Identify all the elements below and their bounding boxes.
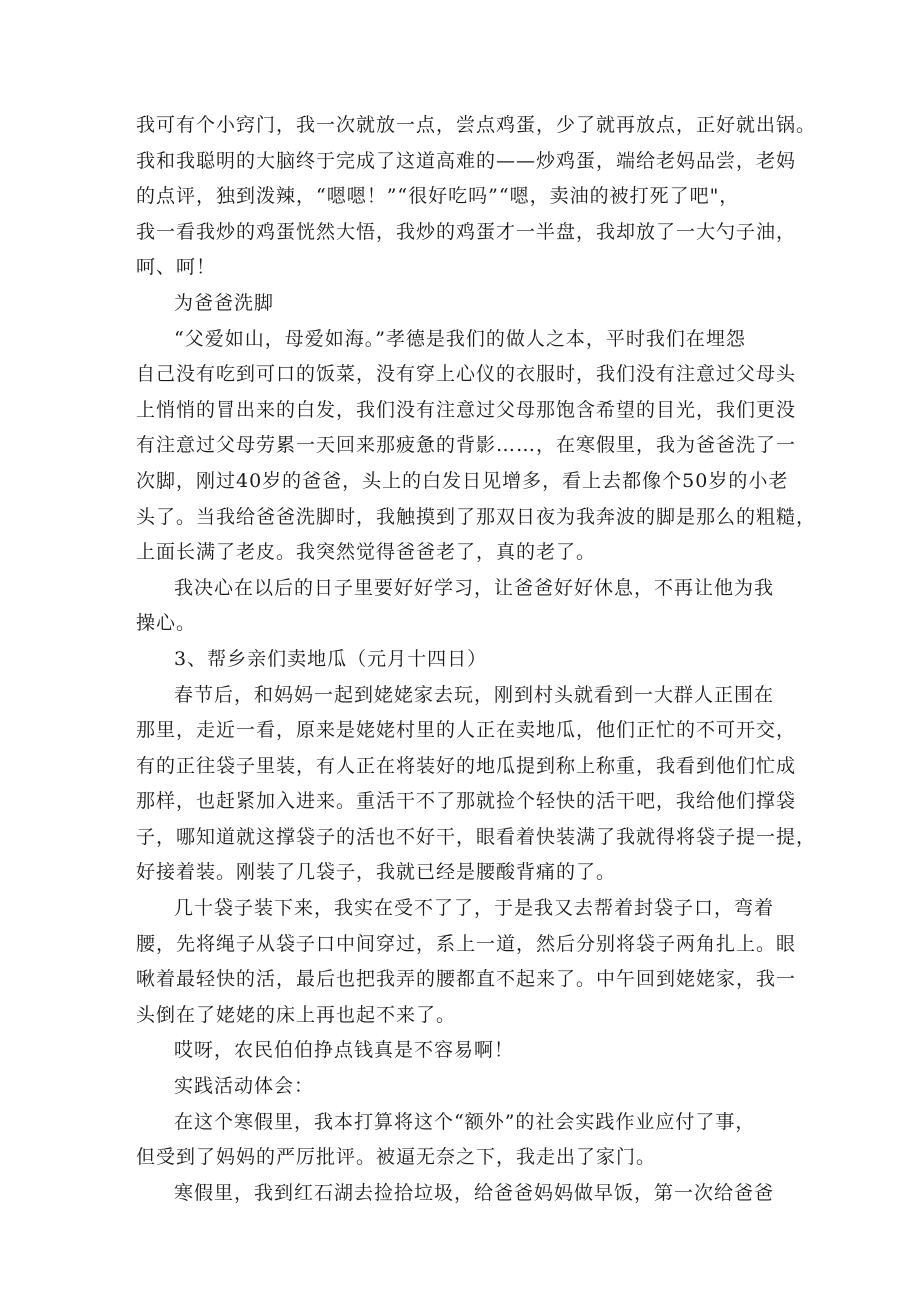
text-line: 呵、呵！	[136, 256, 217, 279]
text-line: “父爱如山，母爱如海。”孝德是我们的做人之本，平时我们在埋怨	[174, 327, 746, 350]
text-line: 春节后，和妈妈一起到姥姥家去玩，刚到村头就看到一大群人正围在	[174, 683, 775, 706]
text-line: 子，哪知道就这撑袋子的活也不好干，眼看着快装满了我就得将袋子提一提，	[136, 825, 817, 848]
text-line: 哎呀，农民伯伯挣点钱真是不容易啊！	[174, 1039, 515, 1062]
text-line: 几十袋子装下来，我实在受不了了，于是我又去帮着封袋子口，弯着	[174, 897, 775, 920]
text-line: 上面长满了老皮。我突然觉得爸爸老了，真的老了。	[136, 541, 597, 564]
section-heading: 为爸爸洗脚	[174, 291, 275, 314]
text-line: 有的正往袋子里装，有人正在将装好的地瓜提到称上称重，我看到他们忙成	[136, 754, 797, 777]
text-line: 啾着最轻快的活，最后也把我弄的腰都直不起来了。中午回到姥姥家，我一	[136, 968, 797, 991]
text-line: 但受到了妈妈的严厉批评。被逼无奈之下，我走出了家门。	[136, 1146, 657, 1169]
text-line: 那里，走近一看，原来是姥姥村里的人正在卖地瓜，他们正忙的不可开交，	[136, 719, 797, 742]
text-line: 我和我聪明的大脑终于完成了这道高难的——炒鸡蛋，端给老妈品尝，老妈	[136, 149, 797, 172]
section-heading: 实践活动体会：	[174, 1075, 315, 1098]
text-line: 我一看我炒的鸡蛋恍然大悟，我炒的鸡蛋才一半盘，我却放了一大勺子油，	[136, 220, 797, 243]
text-line: 腰，先将绳子从袋子口中间穿过，系上一道，然后分别将袋子两角扎上。眼	[136, 932, 797, 955]
text-line: 我可有个小窍门，我一次就放一点，尝点鸡蛋，少了就再放点，正好就出锅。	[136, 114, 817, 136]
text-line: 头了。当我给爸爸洗脚时，我触摸到了那双日夜为我奔波的脚是那么的粗糙，	[136, 505, 817, 528]
text-line: 头倒在了姥姥的床上再也起不来了。	[136, 1003, 457, 1026]
section-heading: 3、帮乡亲们卖地瓜（元月十四日）	[174, 647, 488, 670]
text-line: 我决心在以后的日子里要好好学习，让爸爸好好休息，不再让他为我	[174, 576, 775, 599]
text-line: 寒假里，我到红石湖去捡拾垃圾，给爸爸妈妈做早饭，第一次给爸爸	[174, 1181, 775, 1204]
text-line: 自己没有吃到可口的饭菜，没有穿上心仪的衣服时，我们没有注意过父母头	[136, 363, 797, 386]
text-line: 上悄悄的冒出来的白发，我们没有注意过父母那饱含希望的目光，我们更没	[136, 398, 797, 421]
text-line: 的点评，独到泼辣，“嗯嗯！”“很好吃吗”“嗯，卖油的被打死了吧"，	[136, 185, 740, 208]
document-body	[136, 108, 817, 1211]
text-line: 次脚，刚过40岁的爸爸，头上的白发日见增多，看上去都像个50岁的小老	[136, 469, 789, 492]
text-line: 那样，也赶紧加入进来。重活干不了那就捡个轻快的活干吧，我给他们撑袋	[136, 790, 797, 813]
text-line: 好接着装。刚装了几袋子，我就已经是腰酸背痛的了。	[136, 861, 617, 884]
text-line: 在这个寒假里，我本打算将这个“额外”的社会实践作业应付了事，	[174, 1110, 756, 1133]
text-line: 有注意过父母劳累一天回来那疲惫的背影……，在寒假里，我为爸爸洗了一	[136, 434, 797, 457]
text-line: 操心。	[136, 612, 197, 635]
